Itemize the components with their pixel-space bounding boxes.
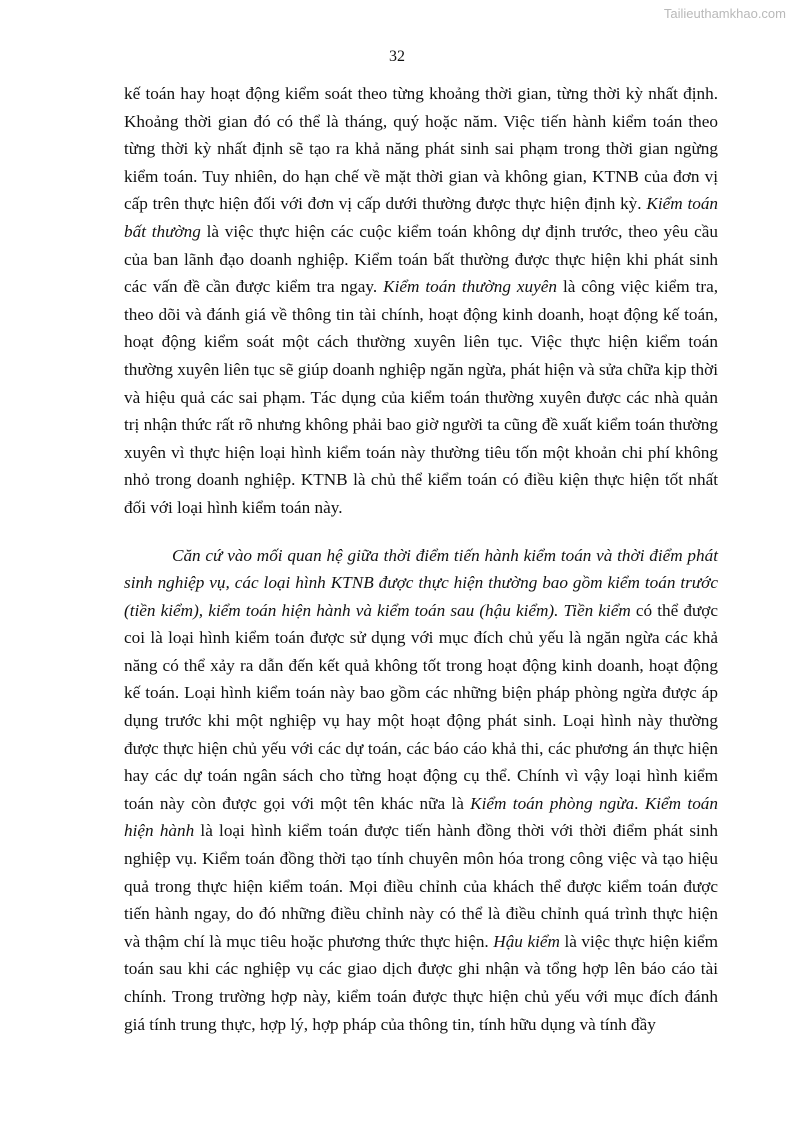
paragraph-2 xyxy=(124,542,718,1039)
text-run: . xyxy=(634,793,645,813)
italic-term: Kiểm toán hiện hành xyxy=(124,793,718,841)
text-run: là việc thực hiện các cuộc kiểm toán không dự định trước, theo yêu cầu của ban lãnh đạo doanh nghiệp. Kiểm toán bất thường được thực hiện khi phát sinh các vấn đề cần được kiểm tra ngay. xyxy=(124,221,718,297)
page-number: 32 xyxy=(389,48,405,65)
italic-term: Hậu kiểm xyxy=(493,931,560,951)
paragraph-1 xyxy=(124,80,718,522)
text-run: là việc thực hiện kiểm toán sau khi các nghiệp vụ các giao dịch được ghi nhận và tổng hợp lên báo cáo tài chính. Trong trường hợp này, kiểm toán được thực hiện chủ yếu với mục đích đánh giá tính trung thực, hợp lý, hợp pháp của thông tin, tính hữu dụng và tính đầy xyxy=(124,931,718,1034)
page-body xyxy=(124,80,718,1038)
italic-term: Kiểm toán thường xuyên xyxy=(383,277,557,297)
text-run: kế toán hay hoạt động kiểm soát theo từng khoảng thời gian, từng thời kỳ nhất định. Khoảng thời gian đó có thể là tháng, quý hoặc năm. Việc tiến hành kiểm toán theo từng thời kỳ nhất định sẽ tạo ra khả năng phát sinh sai phạm trong thời gian ngừng kiểm toán. Tuy nhiên, do hạn chế về mặt thời gian và không gian, KTNB của đơn vị cấp trên thực hiện đối với đơn vị cấp dưới thường được thực hiện định kỳ. xyxy=(124,84,718,214)
watermark: Tailieuthamkhao.com xyxy=(663,6,786,21)
text-run: là công việc kiểm tra, theo dõi và đánh giá về thông tin tài chính, hoạt động kinh doanh, hoạt động kế toán, hoạt động kiểm soát một cách thường xuyên liên tục. Việc thực hiện kiểm toán thường xuyên liên tục sẽ giúp doanh nghiệp ngăn ngừa, phát hiện và sửa chữa kịp thời và hiệu quả các sai phạm. Tác dụng của kiểm toán thường xuyên được các nhà quản trị nhận thức rất rõ nhưng không phải bao giờ người ta cũng đề xuất kiểm toán thường xuyên vì thực hiện loại hình kiểm toán này thường tiêu tốn một khoản chi phí không nhỏ trong doanh nghiệp. KTNB là chủ thể kiểm toán có điều kiện thực hiện tốt nhất đối với loại hình kiểm toán này. xyxy=(124,277,718,517)
italic-term: Kiểm toán bất thường xyxy=(124,194,719,241)
italic-term: Kiểm toán phòng ngừa xyxy=(470,793,635,813)
italic-term: Căn cứ vào mối quan hệ giữa thời điểm tiến hành kiểm toán và thời điểm phát sinh nghiệp vụ, các loại hình KTNB được thực hiện thường bao gồm kiểm toán trước (tiền kiểm), kiểm toán hiện hành và kiểm toán sau (hậu kiểm). Tiền kiểm xyxy=(124,545,718,620)
text-run: là loại hình kiểm toán được tiến hành đồng thời với thời điểm phát sinh nghiệp vụ. Kiểm toán đồng thời tạo tính chuyên môn hóa trong công việc và tạo hiệu quả trong thực hiện kiểm toán. Mọi điều chỉnh của khách thể được kiểm toán được tiến hành ngay, do đó những điều chỉnh này có thể là điều chỉnh quá trình thực hiện và thậm chí là mục tiêu hoặc phương thức thực hiện. xyxy=(124,821,718,951)
text-run: có thể được coi là loại hình kiểm toán được sử dụng với mục đích chủ yếu là ngăn ngừa các khả năng có thể xảy ra dẫn đến kết quả không tốt trong hoạt động kinh doanh, hoạt động kế toán. Loại hình kiểm toán này bao gồm các những biện pháp phòng ngừa được áp dụng trước khi một nghiệp vụ hay một hoạt động phát sinh. Loại hình này thường được thực hiện chủ yếu với các dự toán, các báo cáo khả thi, các phương án thực hiện hay các dự toán ngân sách cho từng hoạt động cụ thể. Chính vì vậy loại hình kiểm toán này còn được gọi với một tên khác nữa là xyxy=(124,600,718,813)
